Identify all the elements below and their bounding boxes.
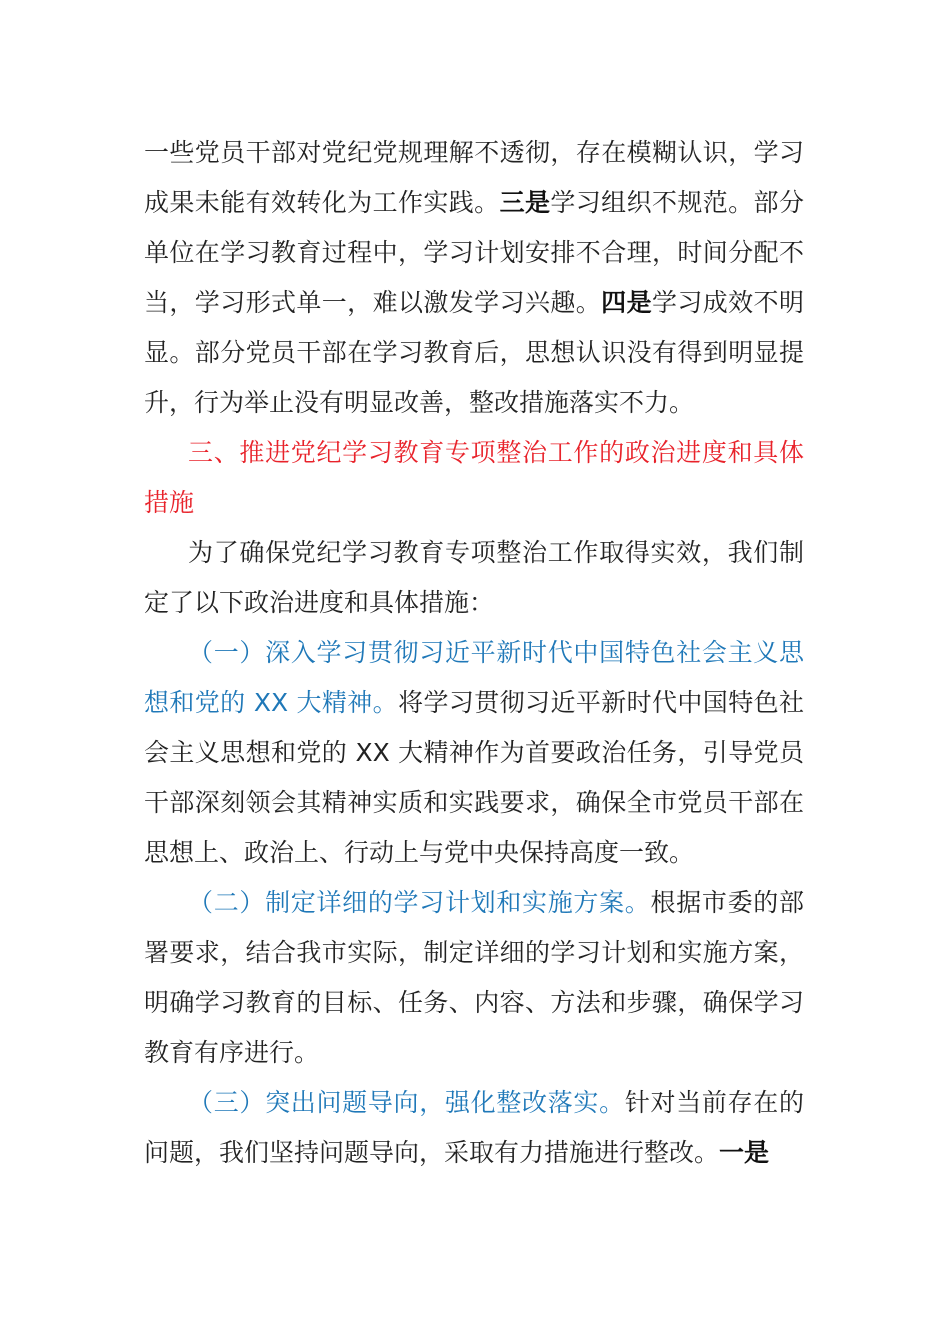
paragraph-intro: 为了确保党纪学习教育专项整治工作取得实效，我们制定了以下政治进度和具体措施： bbox=[144, 538, 804, 617]
bold-marker-first: 一是 bbox=[719, 1138, 770, 1167]
item-body: 根据市委的部署要求，结合我市实际，制定详细的学习计划和实施方案，明确学习教育的目标、任务、内容、方法和步骤，确保学习教育有序进行。 bbox=[144, 888, 804, 1067]
item-body: 针对当前存在的问题，我们坚持问题导向，采取有力措施进行整改。 bbox=[144, 1088, 804, 1167]
item-heading: （一）深入学习贯彻习近平新时代中国特色社会主义思想和党的 XX 大精神。 bbox=[144, 638, 804, 717]
item-heading: （三）突出问题导向，强化整改落实。 bbox=[188, 1088, 625, 1117]
document-body bbox=[144, 128, 804, 1178]
list-item-two bbox=[144, 878, 804, 1078]
bold-marker-third: 三是 bbox=[499, 188, 551, 217]
paragraph-problems bbox=[144, 128, 804, 428]
paragraph-text: 学习组织不规范。部分单位在学习教育过程中，学习计划安排不合理，时间分配不当，学习形式单一，难以激发学习兴趣。 bbox=[144, 188, 804, 317]
paragraph-text: 学习成效不明显。部分党员干部在学习教育后，思想认识没有得到明显提升，行为举止没有明显改善，整改措施落实不力。 bbox=[144, 288, 804, 417]
section-heading: 三、推进党纪学习教育专项整治工作的政治进度和具体措施 bbox=[144, 438, 804, 517]
list-item-one bbox=[144, 628, 804, 878]
bold-marker-fourth: 四是 bbox=[601, 288, 652, 317]
paragraph-text: 一些党员干部对党纪党规理解不透彻，存在模糊认识，学习成果未能有效转化为工作实践。 bbox=[144, 138, 804, 217]
list-item-three bbox=[144, 1078, 804, 1178]
item-heading: （二）制定详细的学习计划和实施方案。 bbox=[188, 888, 651, 917]
item-body: 将学习贯彻习近平新时代中国特色社会主义思想和党的 XX 大精神作为首要政治任务，引导党员干部深刻领会其精神实质和实践要求，确保全市党员干部在思想上、政治上、行动上与党中央保持高度一致。 bbox=[144, 688, 804, 867]
